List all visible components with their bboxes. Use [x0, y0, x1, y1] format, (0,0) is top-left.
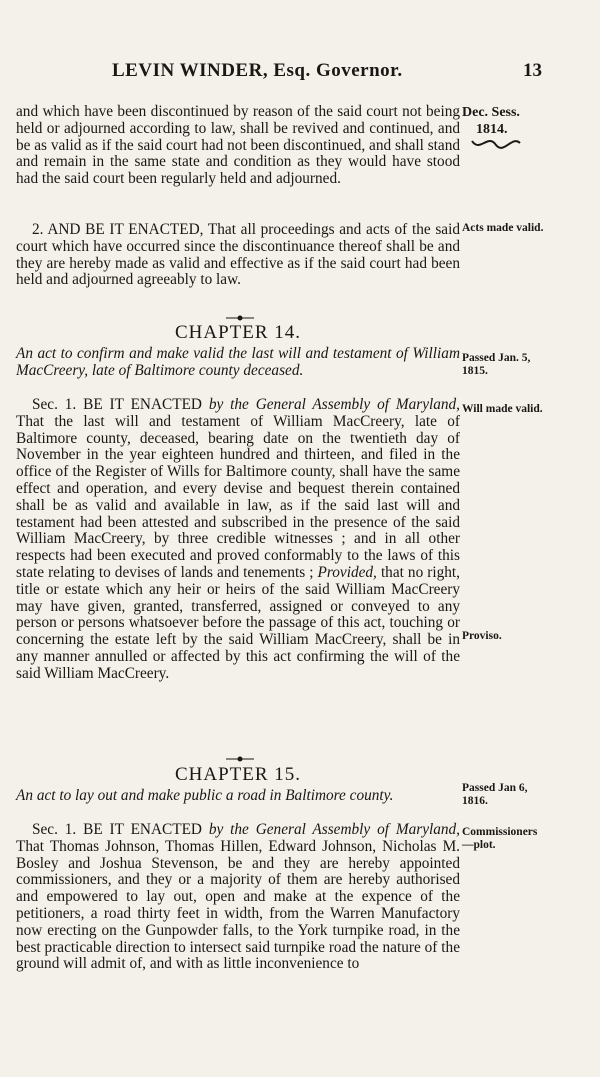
section-2-text: That all proceedings and acts of the said court which have occurred since the discontinuance thereof shall be and they are hereby made as valid and effective as if the said court had been held and adjourned agreeably to law. — [16, 221, 460, 289]
margin-acts-valid: Acts made valid. — [462, 222, 544, 234]
chapter-14-general-assembly: by the General Assembly of Maryland, — [208, 396, 461, 413]
chapter-14-sec-text: That the last will and testament of William MacCreery, late of Baltimore county, deceased, bearing date on the twentieth day of November in the year eighteen hundred and thirteen, and filed in the office of the Register of Wills for Baltimore county, shall have the same effect and operation, and every devise and bequest therein contained shall be as valid and available in law, as if the said last will and testament had been attested and subscribed in the presence of the said William MacCreery, by three credible witnesses ; and in all other respects had been executed and proved conformably to the laws of this state relating to devises of lands and tenements ; — [16, 412, 460, 581]
chapter-14-proviso-text: that no right, title or estate which any heir or heirs of the said William MacCreery may have given, granted, transferred, assigned or conveyed to any person or persons whatsoever before the passage of this act, touching or concerning the estate left by the said William MacCreery, shall be in any manner annulled or affected by this act confirming the will of the said William MacCreery. — [16, 563, 460, 682]
chapter-14-heading: CHAPTER 14. — [174, 322, 302, 343]
chapter-15-section-1 — [16, 822, 460, 973]
section-2-paragraph — [16, 222, 460, 289]
continuation-paragraph — [16, 104, 460, 188]
chapter-15-title: An act to lay out and make public a road in Baltimore county. — [16, 787, 394, 804]
chapter-15-general-assembly: by the General Assembly of Maryland, — [208, 821, 461, 838]
page-header — [0, 60, 600, 86]
margin-passed-jan6: Passed Jan 6, 1816. — [462, 782, 528, 807]
chapter-14-title: An act to confirm and make valid the last will and testament of William MacCreery, late of Baltimore county deceased. — [16, 345, 460, 379]
chapter-15-sec-lead: Sec. 1. BE IT ENACTED — [32, 821, 202, 838]
chapter-15-enacting — [16, 822, 460, 973]
chapter-14-sec-lead: Sec. 1. BE IT ENACTED — [32, 396, 202, 413]
margin-passed-jan5: Passed Jan. 5, 1815. — [462, 352, 531, 377]
chapter-15-sec-text: That Thomas Johnson, Thomas Hillen, Edward Johnson, Nicholas M. Bosley and Joshua Stevenson, be and they are hereby appointed commissioners, and they or a majority of them are hereby authorised and empowered to lay out, open and make at the expence of the petitioners, a road thirty feet in width, from the Warren Manufactory now erecting on the Gunpowder falls, to the York turnpike road, in the best practicable direction to intersect said turnpike road the nature of the ground will admit of, and with as little inconvenience to — [16, 837, 460, 973]
chapter-15-heading: CHAPTER 15. — [174, 764, 302, 785]
para-1: and which have been discontinued by reason of the said court not being held or adjourned according to law, shall be revived and continued, and be as valid as if the said court had not been discontinued, and shall stand and remain in the same state and condition as they would have stood had the said court been regularly held and adjourned. — [16, 103, 460, 188]
chapter-14-provided: Provided, — [317, 563, 377, 581]
section-2-lead: 2. AND BE IT ENACTED, — [32, 221, 204, 238]
margin-session-label: Dec. Sess. — [462, 105, 520, 120]
page-number: 13 — [523, 60, 542, 81]
margin-proviso: Proviso. — [462, 630, 502, 642]
margin-will-valid: Will made valid. — [462, 403, 543, 415]
chapter-14-enacting — [16, 397, 460, 683]
running-head: LEVIN WINDER, Esq. Governor. — [112, 60, 403, 81]
section-2 — [16, 222, 460, 289]
swash-ornament — [470, 137, 522, 153]
margin-session — [462, 104, 562, 138]
margin-year: 1814. — [476, 122, 508, 137]
chapter-14-section-1 — [16, 397, 460, 683]
margin-commissioners: Commissioners—plot. — [462, 826, 538, 851]
